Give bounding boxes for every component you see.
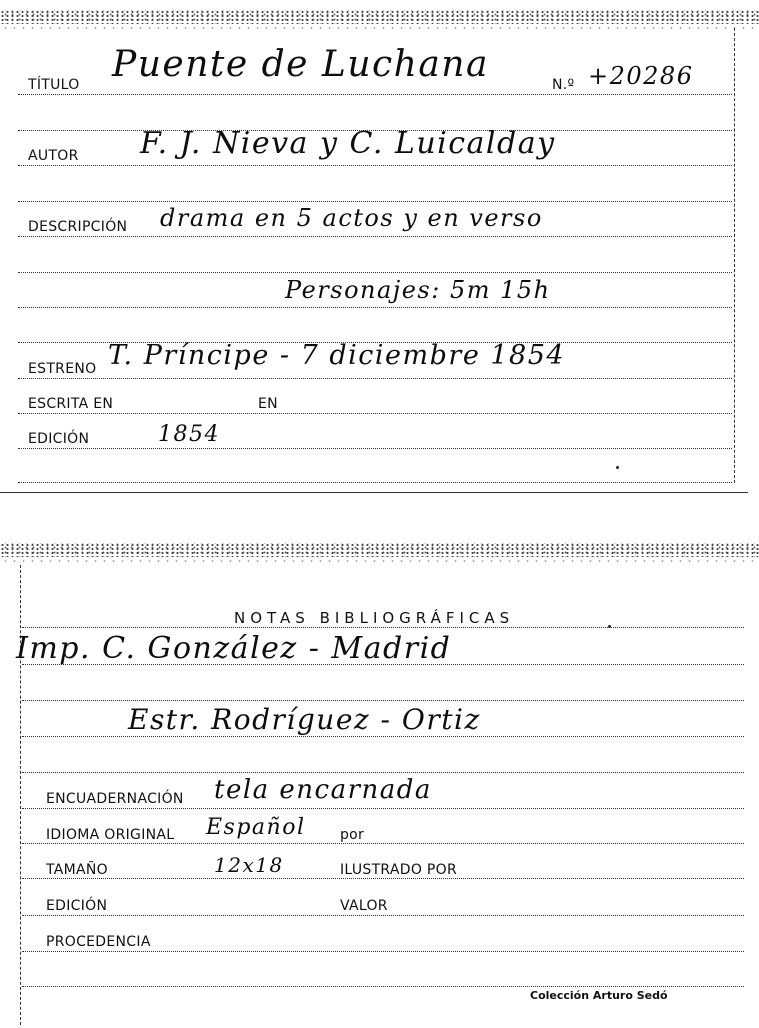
titulo-label: TÍTULO (28, 77, 80, 93)
rule (18, 236, 732, 237)
card-edge-fade (0, 24, 759, 32)
ilustrado-label: ILUSTRADO POR (340, 862, 457, 878)
notes-line-1: Imp. C. González - Madrid (16, 631, 452, 666)
ink-dot (608, 625, 611, 628)
rule (22, 772, 744, 773)
rule (18, 378, 732, 379)
numero-value: +20286 (588, 62, 694, 90)
rule (22, 627, 744, 628)
idioma-value: Español (206, 815, 306, 840)
catalog-card-top (0, 0, 759, 495)
rule (22, 700, 744, 701)
rule (18, 307, 732, 308)
por-label: por (340, 827, 365, 843)
catalog-card-bottom (0, 535, 759, 1028)
estreno-value: T. Príncipe - 7 diciembre 1854 (108, 340, 566, 371)
procedencia-label: PROCEDENCIA (46, 934, 151, 950)
edicion-value: 1854 (158, 422, 220, 447)
notas-heading: NOTAS BIBLIOGRÁFICAS (234, 609, 515, 627)
rule (22, 951, 744, 952)
collection-footer: Colección Arturo Sedó (530, 989, 668, 1002)
estreno-label: ESTRENO (28, 361, 97, 377)
valor-label: VALOR (340, 898, 388, 914)
autor-label: AUTOR (28, 148, 79, 164)
card-edge-fade (0, 557, 759, 565)
personajes-value: Personajes: 5m 15h (285, 276, 551, 304)
rule (22, 843, 744, 844)
rule (22, 915, 744, 916)
encuadernacion-value: tela encarnada (214, 775, 432, 805)
rule (22, 808, 744, 809)
rule (22, 878, 744, 879)
rule (18, 165, 732, 166)
escrita-en-label: ESCRITA EN (28, 396, 114, 412)
ink-dot (616, 466, 619, 469)
numero-label: N.º (552, 77, 575, 93)
edicion-label: EDICIÓN (46, 898, 108, 914)
card-right-border (734, 28, 735, 483)
rule (18, 201, 732, 202)
tamano-value: 12x18 (214, 853, 284, 877)
tamano-label: TAMAÑO (46, 862, 108, 878)
rule (22, 986, 744, 987)
card-edge (0, 543, 759, 557)
card-edge (0, 10, 759, 24)
idioma-label: IDIOMA ORIGINAL (46, 827, 175, 843)
rule (18, 482, 732, 483)
notes-line-2: Estr. Rodríguez - Ortiz (128, 703, 481, 736)
rule (18, 272, 732, 273)
descripcion-value: drama en 5 actos y en verso (160, 204, 543, 232)
rule (18, 448, 732, 449)
titulo-value: Puente de Luchana (112, 44, 489, 85)
en-label: EN (258, 396, 278, 412)
autor-value: F. J. Nieva y C. Luicalday (140, 126, 556, 161)
rule (18, 413, 732, 414)
card-separator (0, 492, 748, 493)
rule (22, 736, 744, 737)
encuadernacion-label: ENCUADERNACIÓN (46, 791, 184, 807)
edicion-label: EDICIÓN (28, 431, 90, 447)
descripcion-label: DESCRIPCIÓN (28, 219, 128, 235)
rule (18, 94, 732, 95)
